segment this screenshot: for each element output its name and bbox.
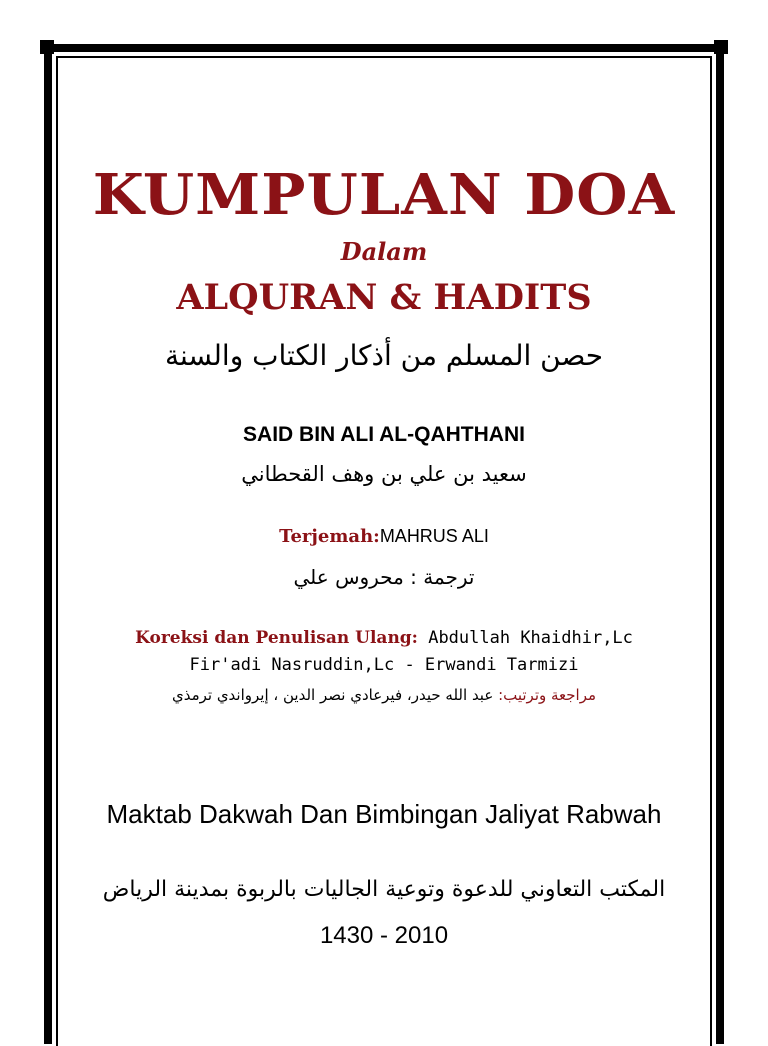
arabic-review-line [0,680,768,710]
translator-line [0,522,768,551]
translator-name: MAHRUS ALI [379,526,489,546]
arabic-review-names: عبد الله حيدر، فيرعادي نصر الدين ، إيرواندي ترمذي [171,686,499,704]
frame-corner-top-left [40,40,54,54]
correction-names-second: Fir'adi Nasruddin,Lc - Erwandi Tarmizi [189,655,579,675]
book-title: KUMPULAN DOA [92,162,676,228]
correction-line [0,624,768,652]
arabic-title: حصن المسلم من أذكار الكتاب والسنة [164,339,604,372]
book-subtitle: ALQURAN & HADITS [176,277,592,318]
correction-names-first: Abdullah Khaidhir,Lc [417,628,633,648]
author-name: SAID BIN ALI AL-QAHTHANI [243,423,525,446]
publisher-name: Maktab Dakwah Dan Bimbingan Jaliyat Rabwah [106,799,662,829]
arabic-review-label: مراجعة وترتيب: [498,686,597,704]
correction-label: Koreksi dan Penulisan Ulang: [135,628,418,648]
arabic-publisher-name: المكتب التعاوني للدعوة وتوعية الجاليات بالربوة بمدينة الرياض [102,877,666,902]
arabic-translator: ترجمة : محروس علي [293,565,475,589]
publication-year: 1430 - 2010 [319,922,449,949]
arabic-author-name: سعيد بن علي بن وهف القحطاني [241,462,527,486]
title-connector: Dalam [340,237,428,266]
translator-label: Terjemah: [279,526,380,547]
frame-corner-top-right [714,40,728,54]
